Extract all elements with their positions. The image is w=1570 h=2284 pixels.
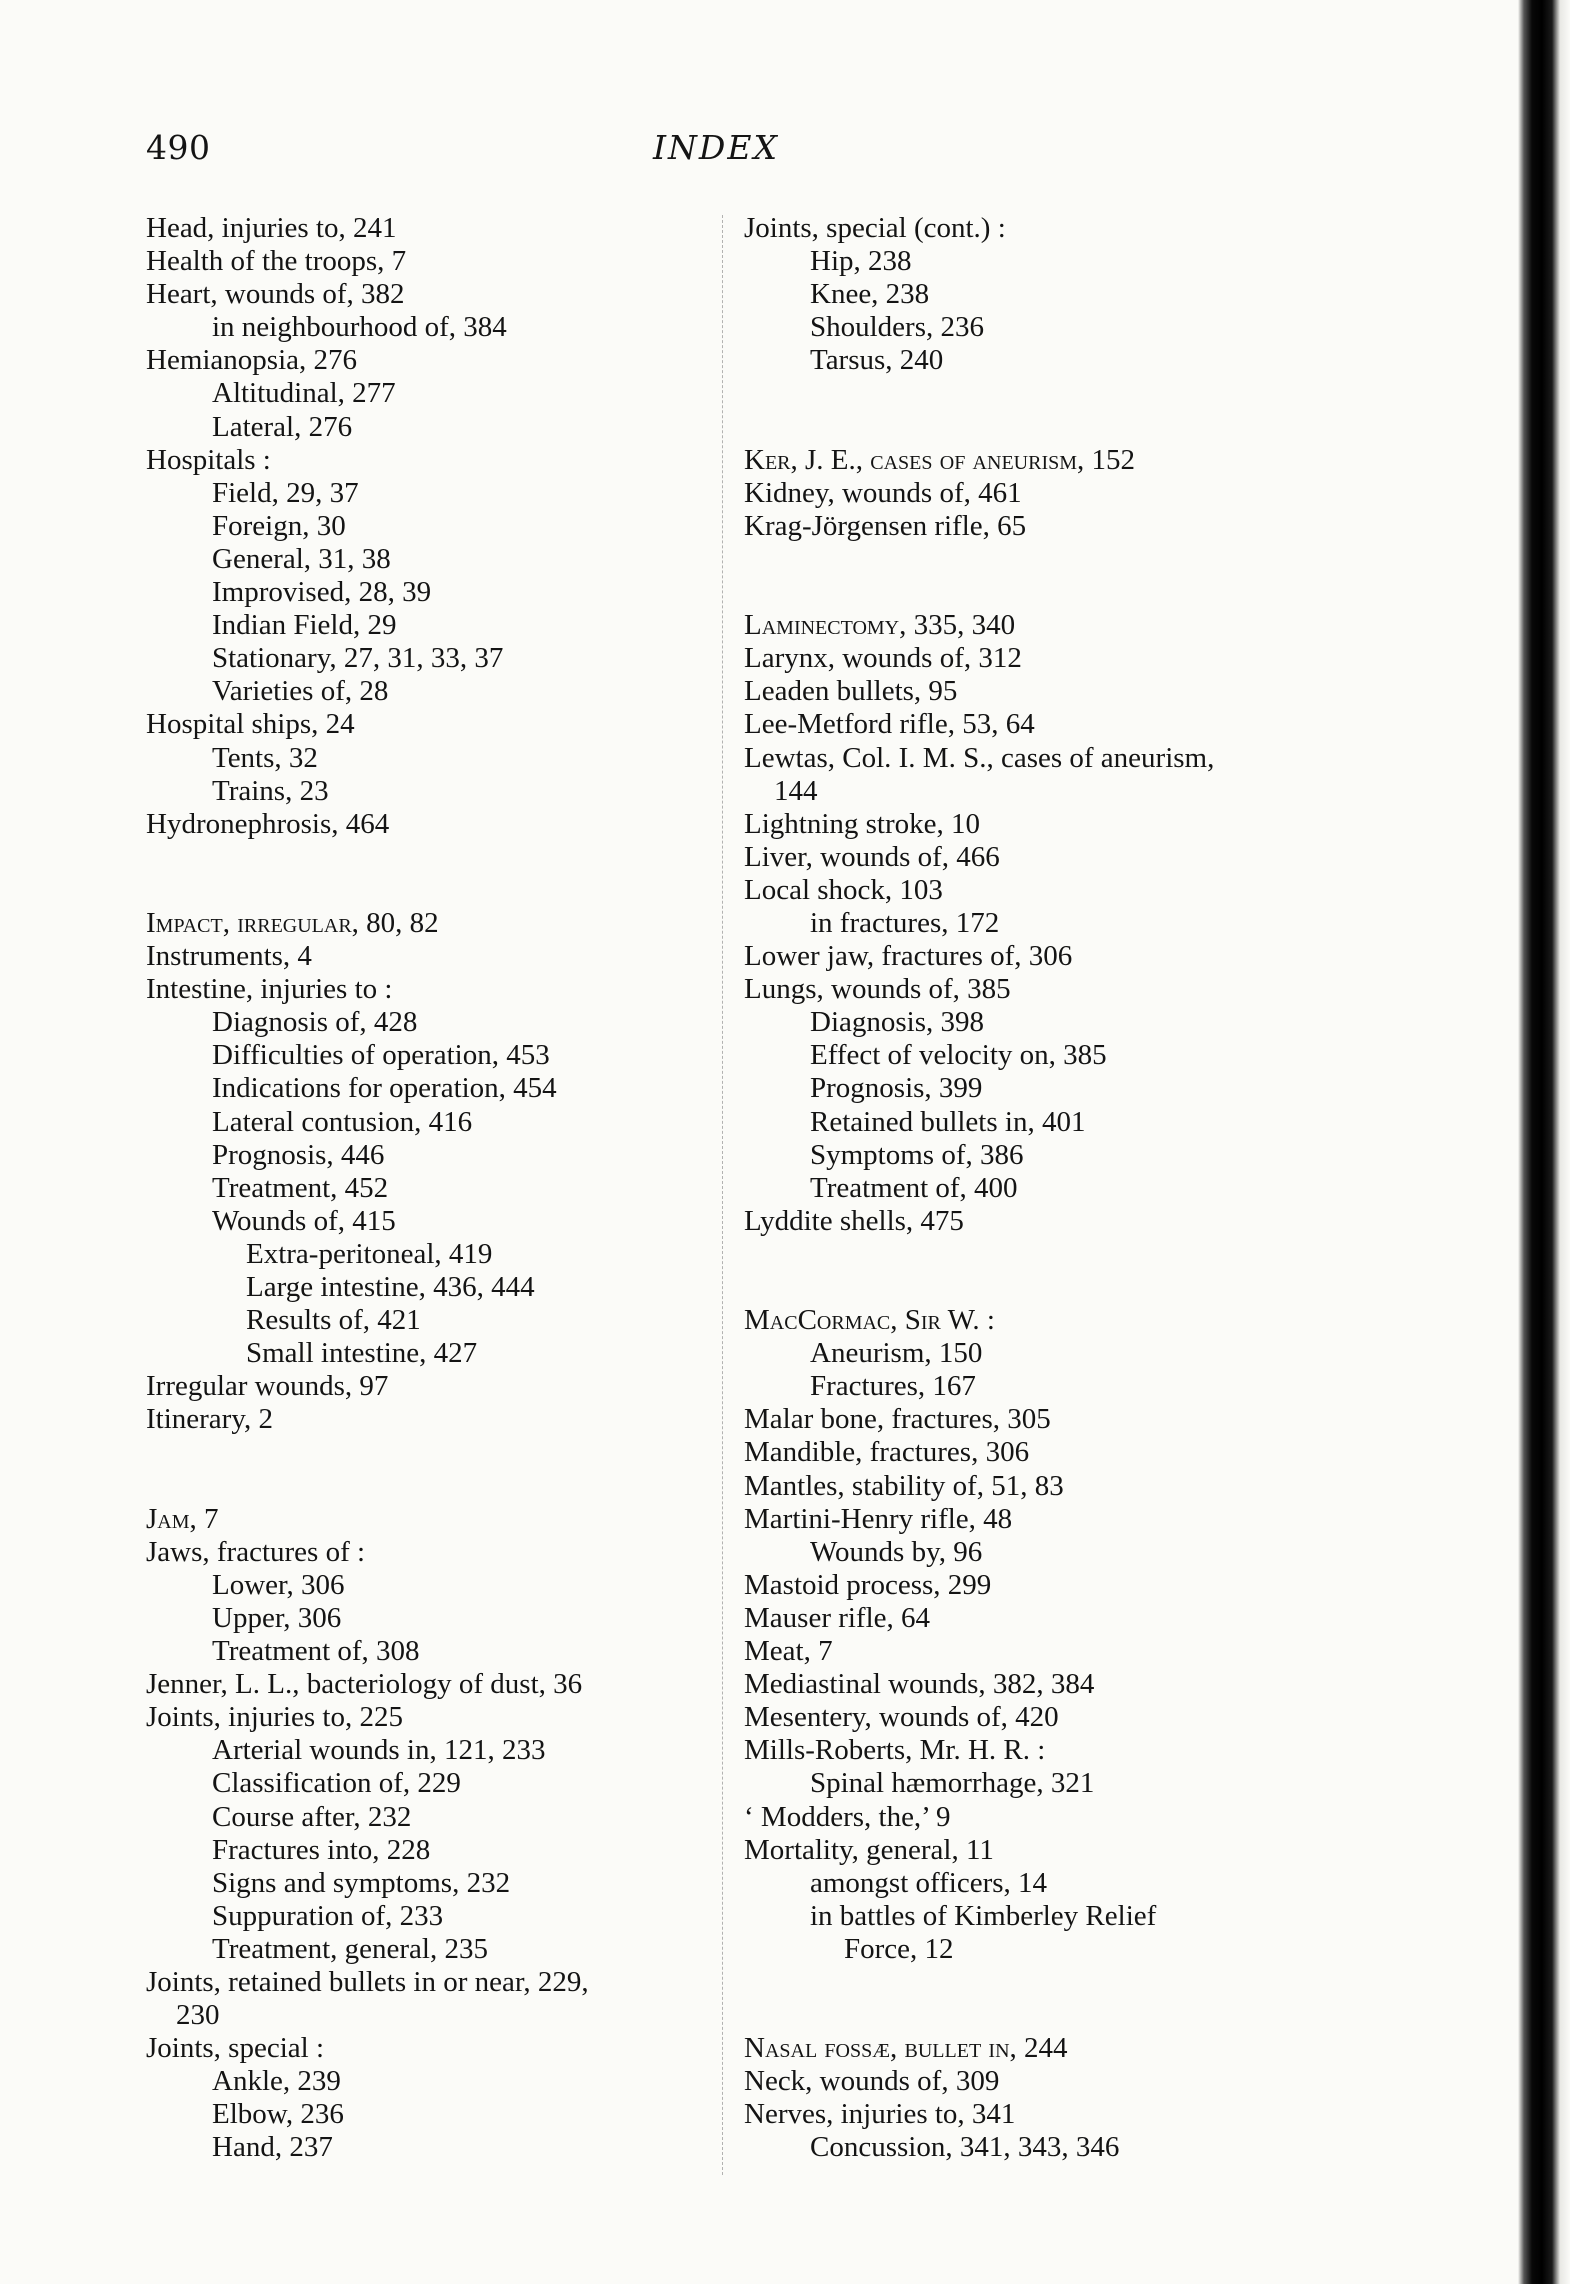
index-entry: Intestine, injuries to :: [146, 973, 393, 1006]
index-subsubentry: Extra-peritoneal, 419: [246, 1237, 493, 1270]
index-entry: Mastoid process, 299: [744, 1568, 992, 1601]
scanned-binding-edge: [1518, 0, 1570, 2284]
index-entry: ‘ Modders, the,’ 9: [744, 1800, 951, 1833]
index-subentry: Diagnosis, 398: [810, 1006, 984, 1039]
index-subentry: Prognosis, 446: [212, 1138, 385, 1171]
index-entry: Hospital ships, 24: [146, 708, 355, 741]
index-entry-continuation: 144: [774, 774, 818, 807]
index-entry: Hospitals :: [146, 443, 271, 476]
index-subentry: Hip, 238: [810, 245, 912, 278]
index-subentry: Improvised, 28, 39: [212, 576, 432, 609]
index-entry: Lungs, wounds of, 385: [744, 973, 1011, 1006]
index-subentry: Upper, 306: [212, 1601, 342, 1634]
index-subentry: Wounds of, 415: [212, 1204, 396, 1237]
index-subentry: Difficulties of operation, 453: [212, 1039, 550, 1072]
page-number: 490: [146, 128, 211, 167]
index-entry: Lewtas, Col. I. M. S., cases of aneurism,: [744, 741, 1215, 774]
index-entry: Leaden bullets, 95: [744, 675, 958, 708]
index-entry: Meat, 7: [744, 1635, 833, 1668]
index-entry: Liver, wounds of, 466: [744, 840, 1000, 873]
index-subsubentry: Small intestine, 427: [246, 1337, 478, 1370]
index-subentry: Elbow, 236: [212, 2098, 344, 2131]
index-subentry: Knee, 238: [810, 278, 930, 311]
letter-section-gap: [744, 543, 1304, 609]
index-subentry: Ankle, 239: [212, 2065, 341, 2098]
index-subentry: Retained bullets in, 401: [810, 1105, 1086, 1138]
index-entry: Nerves, injuries to, 341: [744, 2098, 1016, 2131]
index-entry: Health of the troops, 7: [146, 245, 407, 278]
index-column-left: [146, 212, 706, 2165]
index-subentry: Wounds by, 96: [810, 1535, 983, 1568]
index-entry: Joints, special :: [146, 2032, 325, 2065]
index-entry: Mandible, fractures, 306: [744, 1436, 1030, 1469]
index-entry: Malar bone, fractures, 305: [744, 1403, 1051, 1436]
index-entry-section-start: Jam, 7: [146, 1502, 219, 1535]
index-subentry: Signs and symptoms, 232: [212, 1866, 511, 1899]
index-entry: Mills-Roberts, Mr. H. R. :: [744, 1734, 1046, 1767]
index-entry: Mesentery, wounds of, 420: [744, 1701, 1059, 1734]
index-subentry: Effect of velocity on, 385: [810, 1039, 1107, 1072]
index-subentry: Treatment of, 308: [212, 1635, 420, 1668]
index-entry: Heart, wounds of, 382: [146, 278, 405, 311]
index-entry-section-start: MacCormac, Sir W. :: [744, 1304, 995, 1337]
index-entry: Larynx, wounds of, 312: [744, 642, 1022, 675]
index-entry: Kidney, wounds of, 461: [744, 476, 1022, 509]
index-entry: Joints, special (cont.) :: [744, 212, 1006, 244]
index-entry: Lee-Metford rifle, 53, 64: [744, 708, 1035, 741]
index-entry: Martini-Henry rifle, 48: [744, 1502, 1013, 1535]
index-subentry: amongst officers, 14: [810, 1866, 1048, 1899]
index-entry: Krag-Jörgensen rifle, 65: [744, 509, 1027, 542]
index-entry: Jenner, L. L., bacteriology of dust, 36: [146, 1668, 583, 1701]
index-subentry: Field, 29, 37: [212, 476, 359, 509]
index-subsubentry: Results of, 421: [246, 1304, 421, 1337]
running-head: INDEX: [653, 128, 779, 167]
index-entry: Hydronephrosis, 464: [146, 807, 390, 840]
index-subentry: in battles of Kimberley Relief: [810, 1899, 1157, 1932]
index-entry-continuation: 230: [176, 1999, 220, 2032]
index-subentry: Lateral contusion, 416: [212, 1105, 473, 1138]
index-subentry: Indian Field, 29: [212, 609, 397, 642]
letter-section-gap: [744, 377, 1304, 443]
index-subentry-continuation: Force, 12: [844, 1932, 954, 1965]
index-subentry: Diagnosis of, 428: [212, 1006, 418, 1039]
index-column-right: [744, 212, 1304, 2165]
index-subentry: Concussion, 341, 343, 346: [810, 2131, 1120, 2164]
index-subentry: Hand, 237: [212, 2131, 333, 2164]
letter-section-gap: [744, 1966, 1304, 2032]
index-subentry: Indications for operation, 454: [212, 1072, 557, 1105]
index-subentry: Aneurism, 150: [810, 1337, 983, 1370]
index-subentry: Altitudinal, 277: [212, 377, 396, 410]
index-subentry: Treatment of, 400: [810, 1171, 1018, 1204]
column-divider: [722, 215, 723, 2175]
index-entry-section-start: Ker, J. E., cases of aneurism, 152: [744, 443, 1136, 476]
index-entry: Irregular wounds, 97: [146, 1370, 389, 1403]
index-entry-section-start: Laminectomy, 335, 340: [744, 609, 1016, 642]
index-subentry: General, 31, 38: [212, 542, 391, 575]
index-entry-section-start: Impact, irregular, 80, 82: [146, 906, 439, 939]
index-subentry: Trains, 23: [212, 774, 329, 807]
letter-section-gap: [146, 1436, 706, 1502]
index-subentry: Lower, 306: [212, 1568, 345, 1601]
index-entry: Lower jaw, fractures of, 306: [744, 940, 1073, 973]
index-entry: Local shock, 103: [744, 873, 943, 906]
index-entry: Mortality, general, 11: [744, 1833, 994, 1866]
index-subentry: Tents, 32: [212, 741, 318, 774]
index-subentry: Tarsus, 240: [810, 344, 944, 377]
index-subentry: Suppuration of, 233: [212, 1899, 444, 1932]
index-entry: Lyddite shells, 475: [744, 1204, 964, 1237]
index-subentry: Symptoms of, 386: [810, 1138, 1024, 1171]
index-entry: Mauser rifle, 64: [744, 1601, 931, 1634]
index-entry: Joints, injuries to, 225: [146, 1701, 403, 1734]
index-entry-section-start: Nasal fossæ, bullet in, 244: [744, 2032, 1068, 2065]
index-entry: Instruments, 4: [146, 940, 312, 973]
index-subsubentry: Large intestine, 436, 444: [246, 1271, 535, 1303]
index-entry: Lightning stroke, 10: [744, 807, 981, 840]
index-subentry: Lateral, 276: [212, 410, 353, 443]
index-subentry: Shoulders, 236: [810, 311, 984, 344]
index-subentry: Fractures, 167: [810, 1370, 976, 1403]
index-subentry: Foreign, 30: [212, 509, 346, 542]
index-subentry: Fractures into, 228: [212, 1833, 431, 1866]
index-subentry: Spinal hæmorrhage, 321: [810, 1767, 1095, 1800]
index-entry: Jaws, fractures of :: [146, 1535, 366, 1568]
index-subentry: Classification of, 229: [212, 1767, 461, 1800]
index-subentry: in neighbourhood of, 384: [212, 311, 507, 344]
index-subentry: Treatment, general, 235: [212, 1932, 488, 1965]
index-subentry: Prognosis, 399: [810, 1072, 983, 1105]
index-subentry: Treatment, 452: [212, 1171, 389, 1204]
index-entry: Mantles, stability of, 51, 83: [744, 1469, 1064, 1502]
index-entry: Joints, retained bullets in or near, 229,: [146, 1965, 589, 1998]
index-entry: Itinerary, 2: [146, 1403, 273, 1436]
index-entry: Neck, wounds of, 309: [744, 2065, 1000, 2098]
index-entry: Head, injuries to, 241: [146, 212, 397, 244]
index-entry: Mediastinal wounds, 382, 384: [744, 1668, 1095, 1701]
letter-section-gap: [146, 841, 706, 907]
index-subentry: Arterial wounds in, 121, 233: [212, 1734, 546, 1767]
index-subentry: in fractures, 172: [810, 906, 1000, 939]
index-subentry: Varieties of, 28: [212, 675, 389, 708]
index-subentry: Course after, 232: [212, 1800, 412, 1833]
letter-section-gap: [744, 1238, 1304, 1304]
index-entry: Hemianopsia, 276: [146, 344, 358, 377]
index-subentry: Stationary, 27, 31, 33, 37: [212, 642, 504, 675]
